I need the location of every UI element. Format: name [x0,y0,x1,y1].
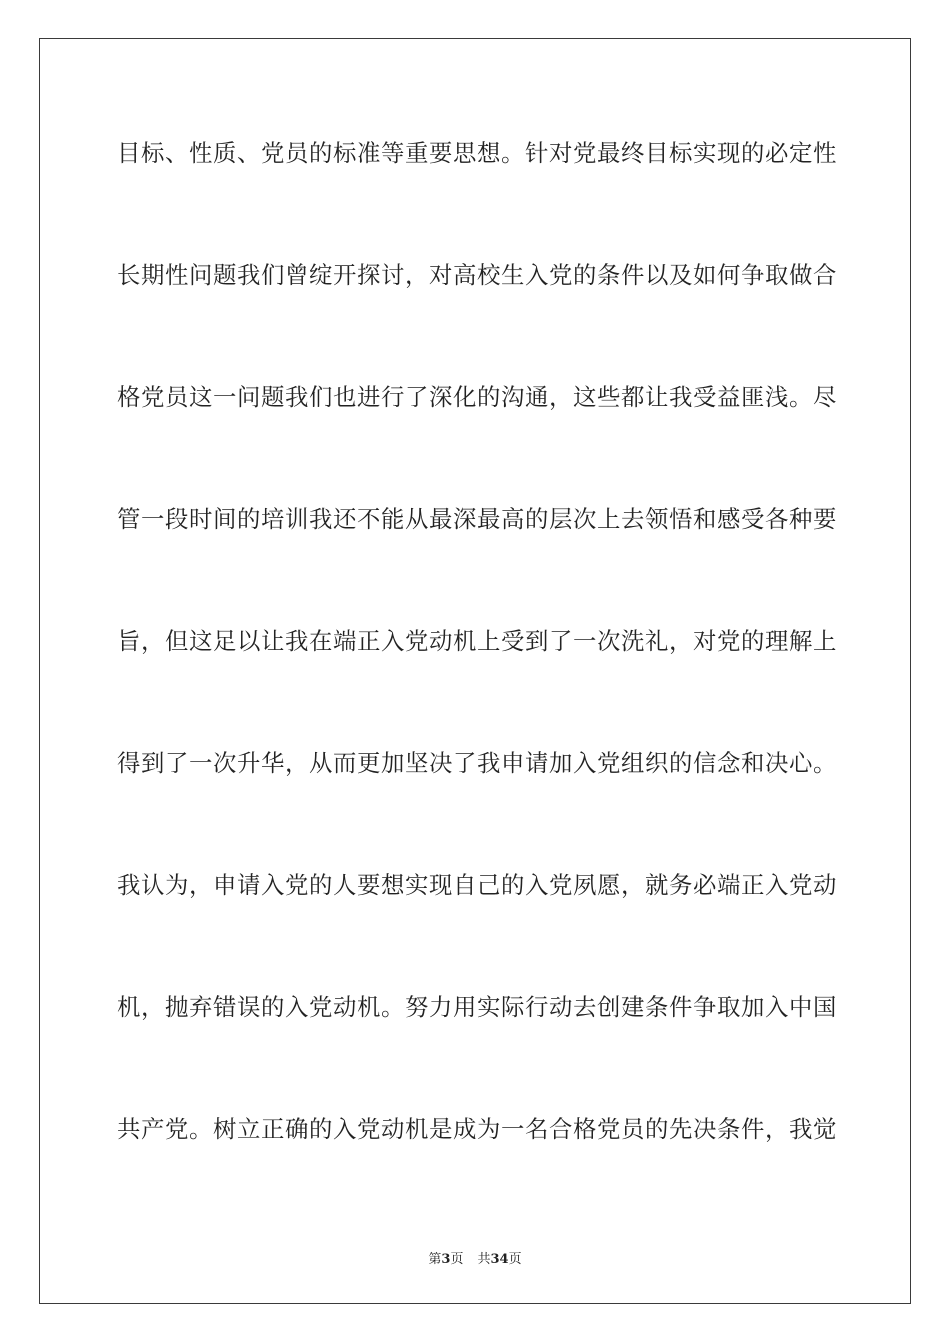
page-number: 3 [441,1252,451,1267]
text-line: 机，抛弃错误的入党动机。努力用实际行动去创建条件争取加入中国 [117,993,837,1021]
total-pages: 34 [490,1252,509,1267]
page-prefix: 第 [428,1252,442,1267]
text-line: 得到了一次升华，从而更加坚决了我申请加入党组织的信念和决心。 [117,749,837,777]
text-line: 旨，但这足以让我在端正入党动机上受到了一次洗礼，对党的理解上 [117,627,837,655]
total-prefix: 共 [477,1252,491,1267]
text-line: 长期性问题我们曾绽开探讨，对高校生入党的条件以及如何争取做合 [117,261,837,289]
page-suffix: 页 [450,1252,464,1267]
total-suffix: 页 [508,1252,522,1267]
text-line: 目标、性质、党员的标准等重要思想。针对党最终目标实现的必定性 [117,139,837,167]
text-line: 我认为，申请入党的人要想实现自己的入党夙愿，就务必端正入党动 [117,871,837,899]
text-line: 共产党。树立正确的入党动机是成为一名合格党员的先决条件，我觉 [117,1115,837,1143]
page-footer [0,1248,950,1267]
text-line: 格党员这一问题我们也进行了深化的沟通，这些都让我受益匪浅。尽 [117,383,837,411]
text-line: 管一段时间的培训我还不能从最深最高的层次上去领悟和感受各种要 [117,505,837,533]
